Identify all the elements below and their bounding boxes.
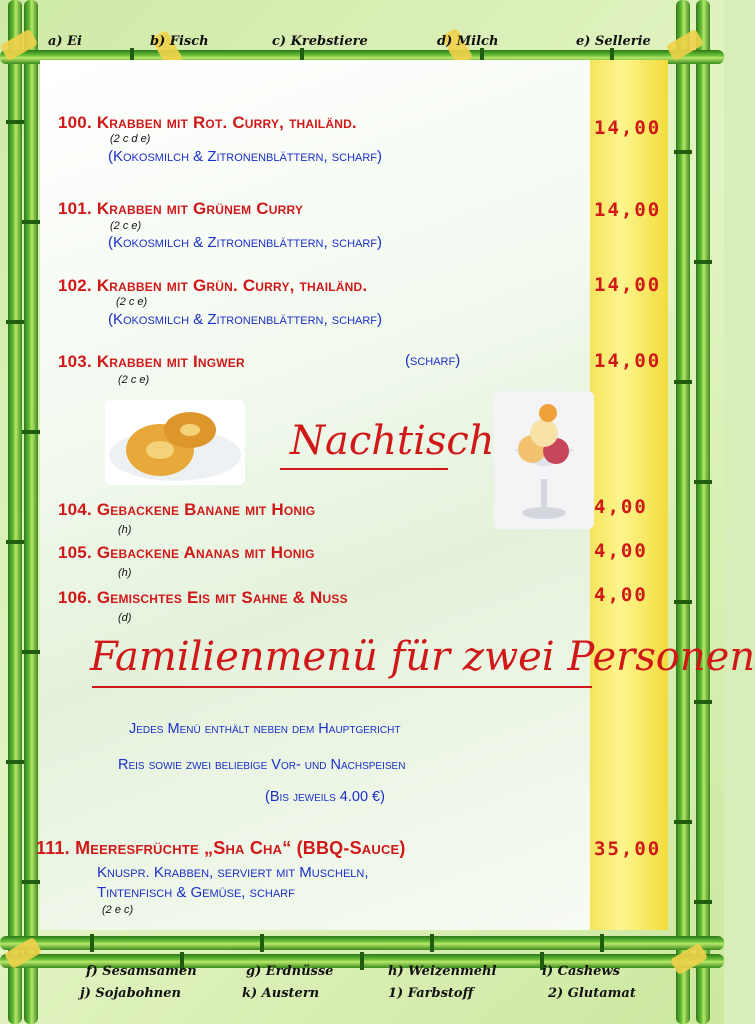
dish-name: Gebackene Banane mit Honig <box>96 500 316 519</box>
allergen-codes: (2 c d e) <box>110 133 151 145</box>
bamboo-right-1 <box>676 0 690 1024</box>
dish-title <box>58 500 315 520</box>
dish-number: 105. <box>58 543 92 562</box>
bamboo-right-2 <box>696 0 710 1024</box>
allergen-legend-item: h) Weizenmehl <box>388 964 497 979</box>
dish-number: 102. <box>58 276 92 295</box>
allergen-legend-item: i) Cashews <box>542 964 620 979</box>
dish-price: 14,00 <box>594 350 662 372</box>
family-heading-underline <box>92 686 592 688</box>
dish-number: 104. <box>58 500 92 519</box>
dish-name: Krabben mit Grün. Curry, thailänd. <box>96 276 368 295</box>
bamboo-bottom-1 <box>0 936 724 950</box>
allergen-legend-item: 1) Farbstoff <box>388 986 474 1001</box>
dish-price: 4,00 <box>594 584 648 606</box>
allergen-codes: (h) <box>118 524 132 536</box>
allergen-codes: (d) <box>118 612 132 624</box>
dish-description: Tintenfisch & Gemüse, scharf <box>97 884 295 901</box>
family-info-line: Jedes Menü enthält neben dem Hauptgericht <box>129 721 401 737</box>
allergen-legend-item: e) Sellerie <box>576 34 651 49</box>
dish-name: Gebackene Ananas mit Honig <box>96 543 315 562</box>
dish-description: (Kokosmilch & Zitronenblättern, scharf) <box>108 148 383 165</box>
allergen-legend-item: k) Austern <box>242 986 320 1001</box>
family-info-line: Reis sowie zwei beliebige Vor- und Nachspeisen <box>118 757 406 773</box>
dish-title <box>58 199 303 219</box>
allergen-codes: (2 c e) <box>118 374 150 386</box>
dish-price: 4,00 <box>594 540 648 562</box>
dish-name: Krabben mit Ingwer <box>96 352 245 371</box>
allergen-codes: (2 c e) <box>110 220 142 232</box>
dish-title <box>58 543 315 563</box>
allergen-legend-item: g) Erdnüsse <box>246 964 334 979</box>
family-info-line: (Bis jeweils 4.00 €) <box>265 789 385 805</box>
bamboo-left-1 <box>8 0 22 1024</box>
allergen-legend-item: c) Krebstiere <box>272 34 368 49</box>
family-heading-clip <box>90 630 755 690</box>
ice-cream-photo <box>494 391 594 529</box>
dessert-heading: Nachtisch <box>290 418 495 464</box>
dish-spice-note: (scharf) <box>405 352 461 369</box>
dish-name: Krabben mit Grünem Curry <box>96 199 304 218</box>
allergen-legend-item: f) Sesamsamen <box>86 964 197 979</box>
allergen-codes: (2 c e) <box>116 296 148 308</box>
dish-price: 14,00 <box>594 274 662 296</box>
allergen-legend-item: b) Fisch <box>150 34 209 49</box>
dish-price: 14,00 <box>594 117 662 139</box>
dish-title <box>58 113 357 133</box>
allergen-legend-item: d) Milch <box>437 34 499 49</box>
dessert-heading-underline <box>280 468 448 470</box>
allergen-codes: (h) <box>118 567 132 579</box>
dish-price: 14,00 <box>594 199 662 221</box>
dish-title <box>58 352 245 372</box>
dish-number: 106. <box>58 588 92 607</box>
dish-title <box>58 588 348 608</box>
dish-title <box>36 838 406 859</box>
allergen-legend-item: a) Ei <box>48 34 82 49</box>
dish-name: Krabben mit Rot. Curry, thailänd. <box>96 113 357 132</box>
allergen-legend-item: j) Sojabohnen <box>80 986 181 1001</box>
allergen-legend-item: 2) Glutamat <box>548 986 636 1001</box>
dish-number: 101. <box>58 199 92 218</box>
dish-description: (Kokosmilch & Zitronenblättern, scharf) <box>108 311 383 328</box>
dish-name: Meeresfrüchte „Sha Cha“ (BBQ-Sauce) <box>75 838 406 858</box>
dish-number: 111. <box>36 838 70 858</box>
dish-name: Gemischtes Eis mit Sahne & Nuss <box>96 588 348 607</box>
dish-description: Knuspr. Krabben, serviert mit Muscheln, <box>97 864 369 881</box>
fried-banana-photo <box>105 400 245 485</box>
family-info-clip <box>100 715 592 815</box>
bamboo-left-2 <box>24 0 38 1024</box>
dish-title <box>58 276 367 296</box>
allergen-codes: (2 e c) <box>102 904 134 916</box>
dish-price: 35,00 <box>594 838 662 860</box>
dish-number: 103. <box>58 352 92 371</box>
family-heading: Familienmenü für zwei Personen <box>90 634 755 680</box>
price-band <box>590 60 668 930</box>
dish-description: (Kokosmilch & Zitronenblättern, scharf) <box>108 234 383 251</box>
dish-price: 4,00 <box>594 496 648 518</box>
dish-number: 100. <box>58 113 92 132</box>
